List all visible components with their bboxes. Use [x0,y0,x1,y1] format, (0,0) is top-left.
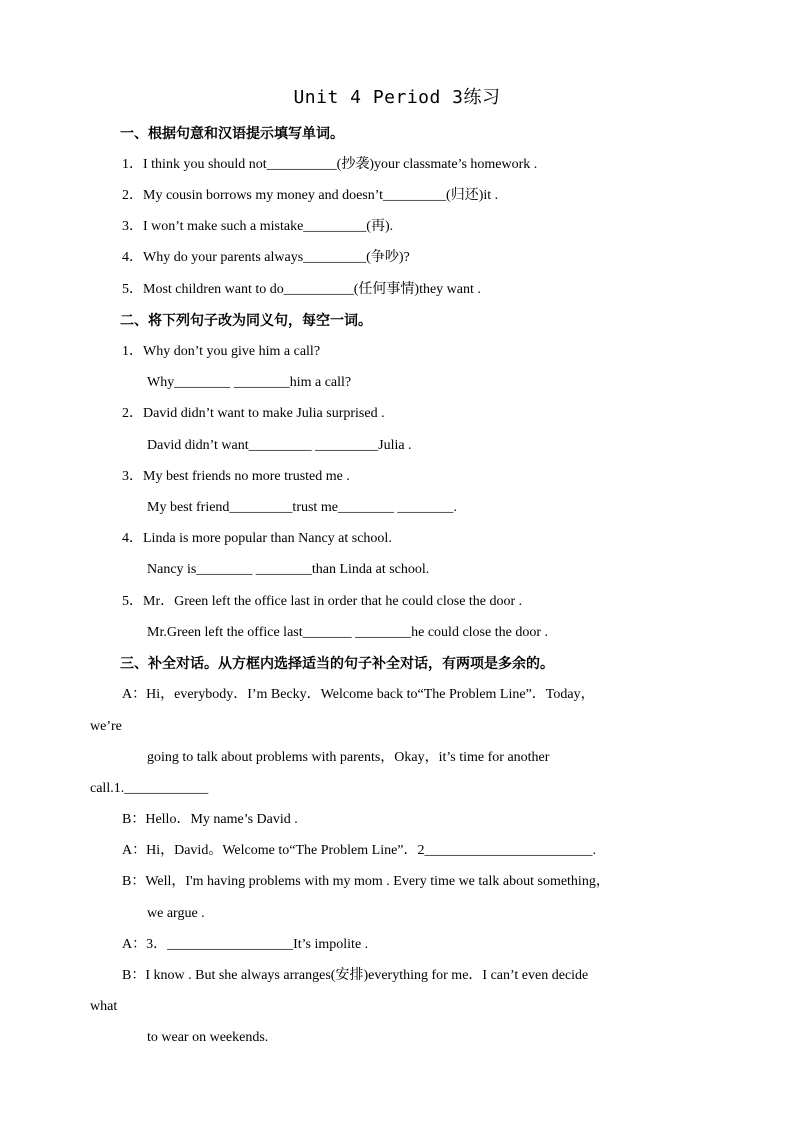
dialogue-line: A：Hi，everybody．I’m Becky．Welcome back to“The Problem Line”．Today， [122,687,595,702]
section3-heading: 三、补全对话。从方框内选择适当的句子补全对话，有两项是多余的。 [120,656,554,672]
s2-answer-1: Why________ ________him a call? [147,375,352,390]
s2-answer-5: Mr.Green left the office last_______ ________he could close the door . [147,625,548,640]
s2-question-1: 1．Why don’t you give him a call? [122,344,321,359]
s2-answer-3: My best friend_________trust me________ ________. [147,500,457,515]
s2-answer-2: David didn’t want_________ _________Julia . [147,438,412,453]
section1-heading: 一、根据句意和汉语提示填写单词。 [120,126,344,142]
dialogue-line: A：3．__________________It’s impolite . [122,937,369,952]
dialogue-line: B：I know . But she always arranges(安排)everything for me．I can’t even decide [122,968,589,983]
s2-question-5: 5．Mr．Green left the office last in order that he could close the door . [122,594,523,609]
dialogue-line: we’re [90,719,122,734]
s2-question-4: 4．Linda is more popular than Nancy at school. [122,531,392,546]
page-title: Unit 4 Period 3练习 [293,87,501,108]
dialogue-line: A：Hi，David。Welcome to“The Problem Line”．2________________________. [122,843,597,858]
section2-heading: 二、将下列句子改为同义句，每空一词。 [120,313,372,329]
s2-question-3: 3．My best friends no more trusted me . [122,469,350,484]
dialogue-line: to wear on weekends. [147,1030,269,1045]
s1-item-5: 5．Most children want to do__________(任何事情)they want . [122,282,481,297]
dialogue-line: going to talk about problems with parents，Okay，it’s time for another [147,750,550,765]
dialogue-line: B：Hello．My name’s David . [122,812,298,827]
s1-item-3: 3．I won’t make such a mistake_________(再). [122,219,394,234]
dialogue-line: we argue . [147,906,205,921]
s1-item-1: 1．I think you should not__________(抄袭)your classmate’s homework . [122,157,538,172]
dialogue-line: call.1.____________ [90,781,209,796]
s1-item-2: 2．My cousin borrows my money and doesn’t_________(归还)it . [122,188,499,203]
s2-question-2: 2．David didn’t want to make Julia surprised . [122,406,385,421]
s2-answer-4: Nancy is________ ________than Linda at school. [147,562,430,577]
dialogue-line: B：Well，I'm having problems with my mom . Every time we talk about something， [122,874,610,889]
dialogue-line: what [90,999,118,1014]
s1-item-4: 4．Why do your parents always_________(争吵)? [122,250,410,265]
